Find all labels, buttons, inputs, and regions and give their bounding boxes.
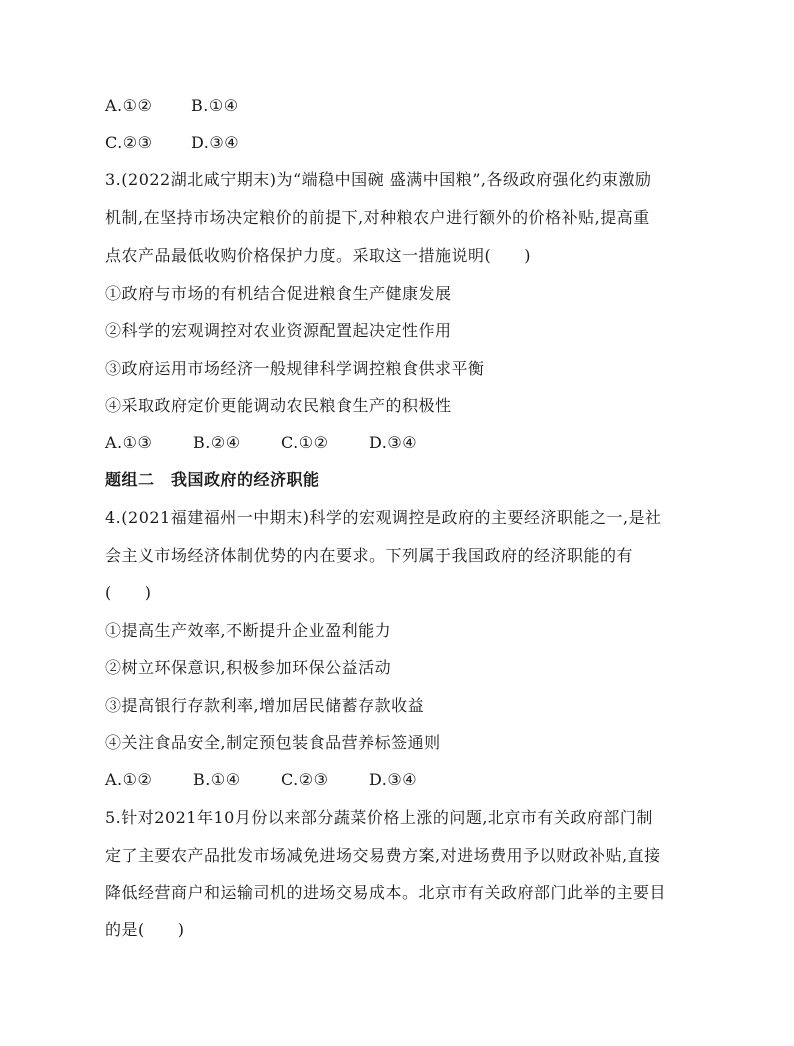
q2-option-b: B.①④: [191, 96, 239, 115]
q2-option-d: D.③④: [191, 133, 240, 152]
q4-statement-3: ③提高银行存款利率,增加居民储蓄存款收益: [105, 696, 425, 715]
q4-statement-4: ④关注食品安全,制定预包装食品营养标签通则: [105, 733, 441, 752]
q3-option-c: C.①②: [281, 433, 329, 452]
q2-options-row-1: [105, 96, 239, 116]
q4-statement-2: ②树立环保意识,积极参加环保公益活动: [105, 658, 392, 677]
q4-statement-1: ①提高生产效率,不断提升企业盈利能力: [105, 621, 392, 640]
q3-stem-line-2: 机制,在坚持市场决定粮价的前提下,对种粮农户进行额外的价格补贴,提高重: [105, 208, 650, 227]
q3-stem-line-1: 3.(2022湖北咸宁期末)为“端稳中国碗 盛满中国粮”,各级政府强化约束激励: [105, 170, 652, 189]
section-heading: 题组二 我国政府的经济职能: [105, 470, 320, 489]
q3-option-d: D.③④: [369, 433, 418, 452]
q4-stem-line-1: 4.(2021福建福州一中期末)科学的宏观调控是政府的主要经济职能之一,是社: [105, 508, 662, 527]
q3-options: [105, 433, 417, 453]
q4-stem-line-3: ( ): [105, 583, 152, 602]
q3-statement-1: ①政府与市场的有机结合促进粮食生产健康发展: [105, 284, 452, 303]
q4-option-b: B.①④: [193, 770, 241, 789]
q4-option-d: D.③④: [369, 770, 418, 789]
q2-option-c: C.②③: [105, 133, 153, 152]
q2-option-a: A.①②: [105, 96, 153, 115]
q5-stem-line-3: 降低经营商户和运输司机的进场交易成本。北京市有关政府部门此举的主要目: [105, 883, 667, 902]
q4-options: [105, 770, 417, 790]
q3-statement-2: ②科学的宏观调控对农业资源配置起决定性作用: [105, 321, 452, 340]
q5-stem-line-1: 5.针对2021年10月份以来部分蔬菜价格上涨的问题,北京市有关政府部门制: [105, 808, 653, 827]
q3-option-b: B.②④: [193, 433, 241, 452]
q3-statement-3: ③政府运用市场经济一般规律科学调控粮食供求平衡: [105, 359, 485, 378]
q2-options-row-2: [105, 133, 239, 153]
q3-option-a: A.①③: [105, 433, 153, 452]
q4-stem-line-2: 会主义市场经济体制优势的内在要求。下列属于我国政府的经济职能的有: [105, 546, 634, 565]
q4-option-c: C.②③: [281, 770, 329, 789]
q5-stem-line-2: 定了主要农产品批发市场减免进场交易费方案,对进场费用予以财政补贴,直接: [105, 846, 661, 865]
q4-option-a: A.①②: [105, 770, 153, 789]
q5-stem-line-4: 的是( ): [105, 920, 185, 939]
q3-stem-line-3: 点农产品最低收购价格保护力度。采取这一措施说明( ): [105, 246, 531, 265]
q3-statement-4: ④采取政府定价更能调动农民粮食生产的积极性: [105, 396, 452, 415]
